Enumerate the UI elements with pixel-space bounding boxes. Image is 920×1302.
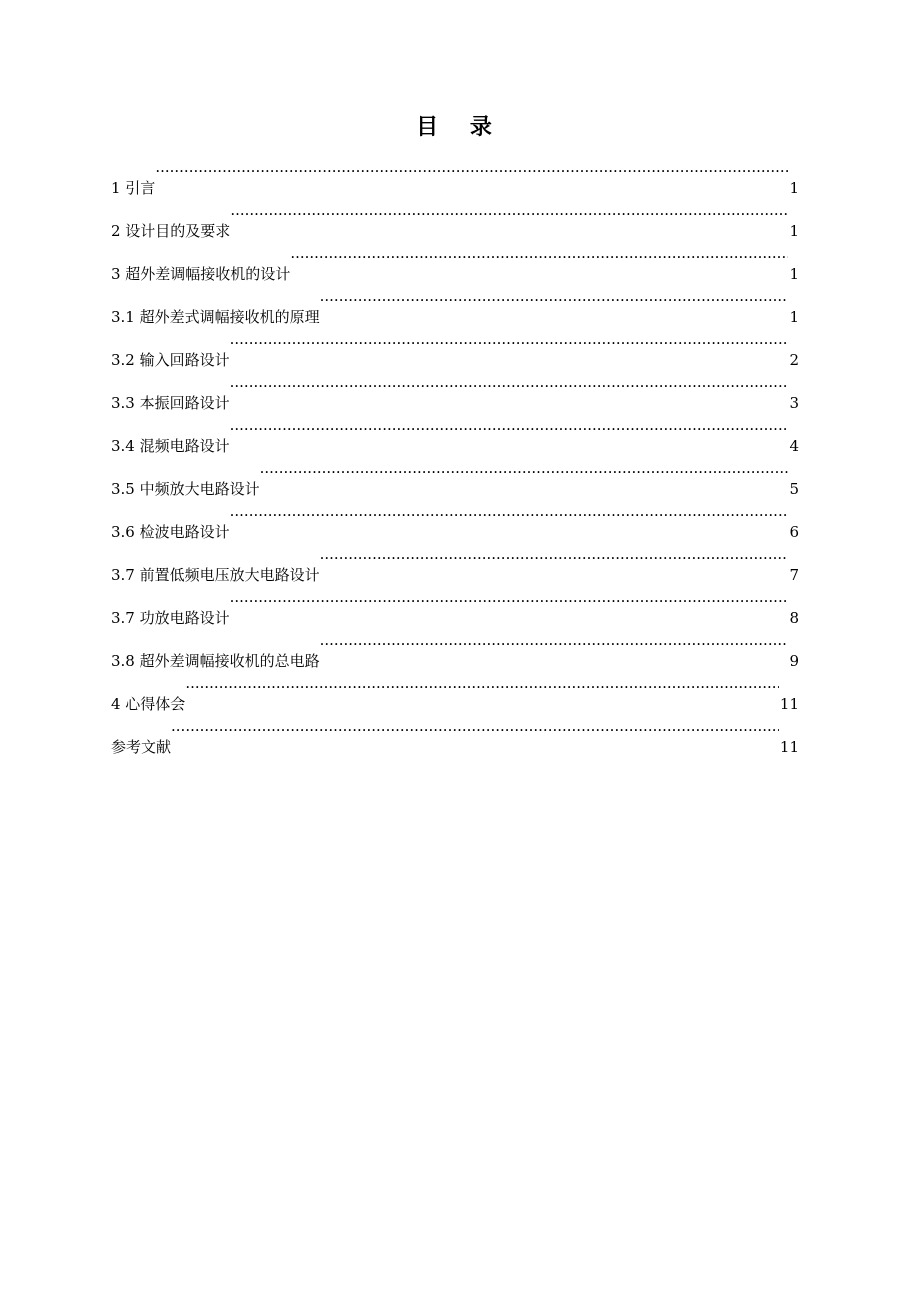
toc-entry-page: 6 bbox=[789, 523, 799, 541]
toc-dot-leader bbox=[290, 236, 788, 279]
toc-entry-page: 1 bbox=[789, 265, 799, 283]
toc-entry-page: 7 bbox=[789, 566, 799, 584]
toc-entry-label: 3.5 中频放大电路设计 bbox=[111, 480, 260, 498]
toc-dot-leader bbox=[260, 451, 789, 494]
toc-entry-label: 参考文献 bbox=[111, 738, 172, 756]
toc-entry-page: 3 bbox=[789, 394, 799, 412]
toc-entry-page: 9 bbox=[789, 652, 799, 670]
toc-dot-leader bbox=[155, 150, 788, 193]
toc-entry-page: 1 bbox=[789, 308, 799, 326]
toc-list bbox=[111, 150, 799, 756]
toc-entry[interactable] bbox=[111, 193, 799, 240]
toc-entry-label: 3.2 输入回路设计 bbox=[111, 351, 230, 369]
toc-entry[interactable] bbox=[111, 150, 799, 197]
toc-dot-leader bbox=[230, 193, 788, 236]
toc-entry[interactable] bbox=[111, 709, 799, 756]
toc-entry-label: 3.7 前置低频电压放大电路设计 bbox=[111, 566, 320, 584]
toc-entry-label: 3.3 本振回路设计 bbox=[111, 394, 230, 412]
toc-entry-label: 2 设计目的及要求 bbox=[111, 222, 231, 240]
toc-entry-label: 3.8 超外差调幅接收机的总电路 bbox=[111, 652, 320, 670]
toc-dot-leader bbox=[171, 709, 779, 752]
toc-dot-leader bbox=[320, 279, 789, 322]
toc-entry-page: 1 bbox=[789, 222, 799, 240]
toc-entry-page: 11 bbox=[779, 695, 799, 713]
toc-entry-label: 3 超外差调幅接收机的设计 bbox=[111, 265, 291, 283]
toc-dot-leader bbox=[185, 666, 779, 709]
toc-dot-leader bbox=[320, 623, 789, 666]
toc-entry-page: 1 bbox=[789, 179, 799, 197]
toc-entry-label: 3.4 混频电路设计 bbox=[111, 437, 230, 455]
toc-dot-leader bbox=[230, 365, 789, 408]
toc-entry-page: 5 bbox=[789, 480, 799, 498]
toc-entry-page: 11 bbox=[779, 738, 799, 756]
toc-dot-leader bbox=[230, 408, 789, 451]
toc-entry-page: 4 bbox=[789, 437, 799, 455]
toc-dot-leader bbox=[230, 494, 789, 537]
toc-dot-leader bbox=[230, 322, 789, 365]
toc-dot-leader bbox=[320, 537, 789, 580]
toc-title: 目 录 bbox=[416, 115, 504, 140]
toc-entry-label: 4 心得体会 bbox=[111, 695, 186, 713]
toc-entry-page: 8 bbox=[789, 609, 799, 627]
toc-entry-page: 2 bbox=[789, 351, 799, 369]
toc-entry-label: 1 引言 bbox=[111, 179, 156, 197]
toc-entry[interactable] bbox=[111, 666, 799, 713]
toc-entry-label: 3.7 功放电路设计 bbox=[111, 609, 230, 627]
toc-entry-label: 3.1 超外差式调幅接收机的原理 bbox=[111, 308, 320, 326]
toc-dot-leader bbox=[230, 580, 789, 623]
toc-entry-label: 3.6 检波电路设计 bbox=[111, 523, 230, 541]
